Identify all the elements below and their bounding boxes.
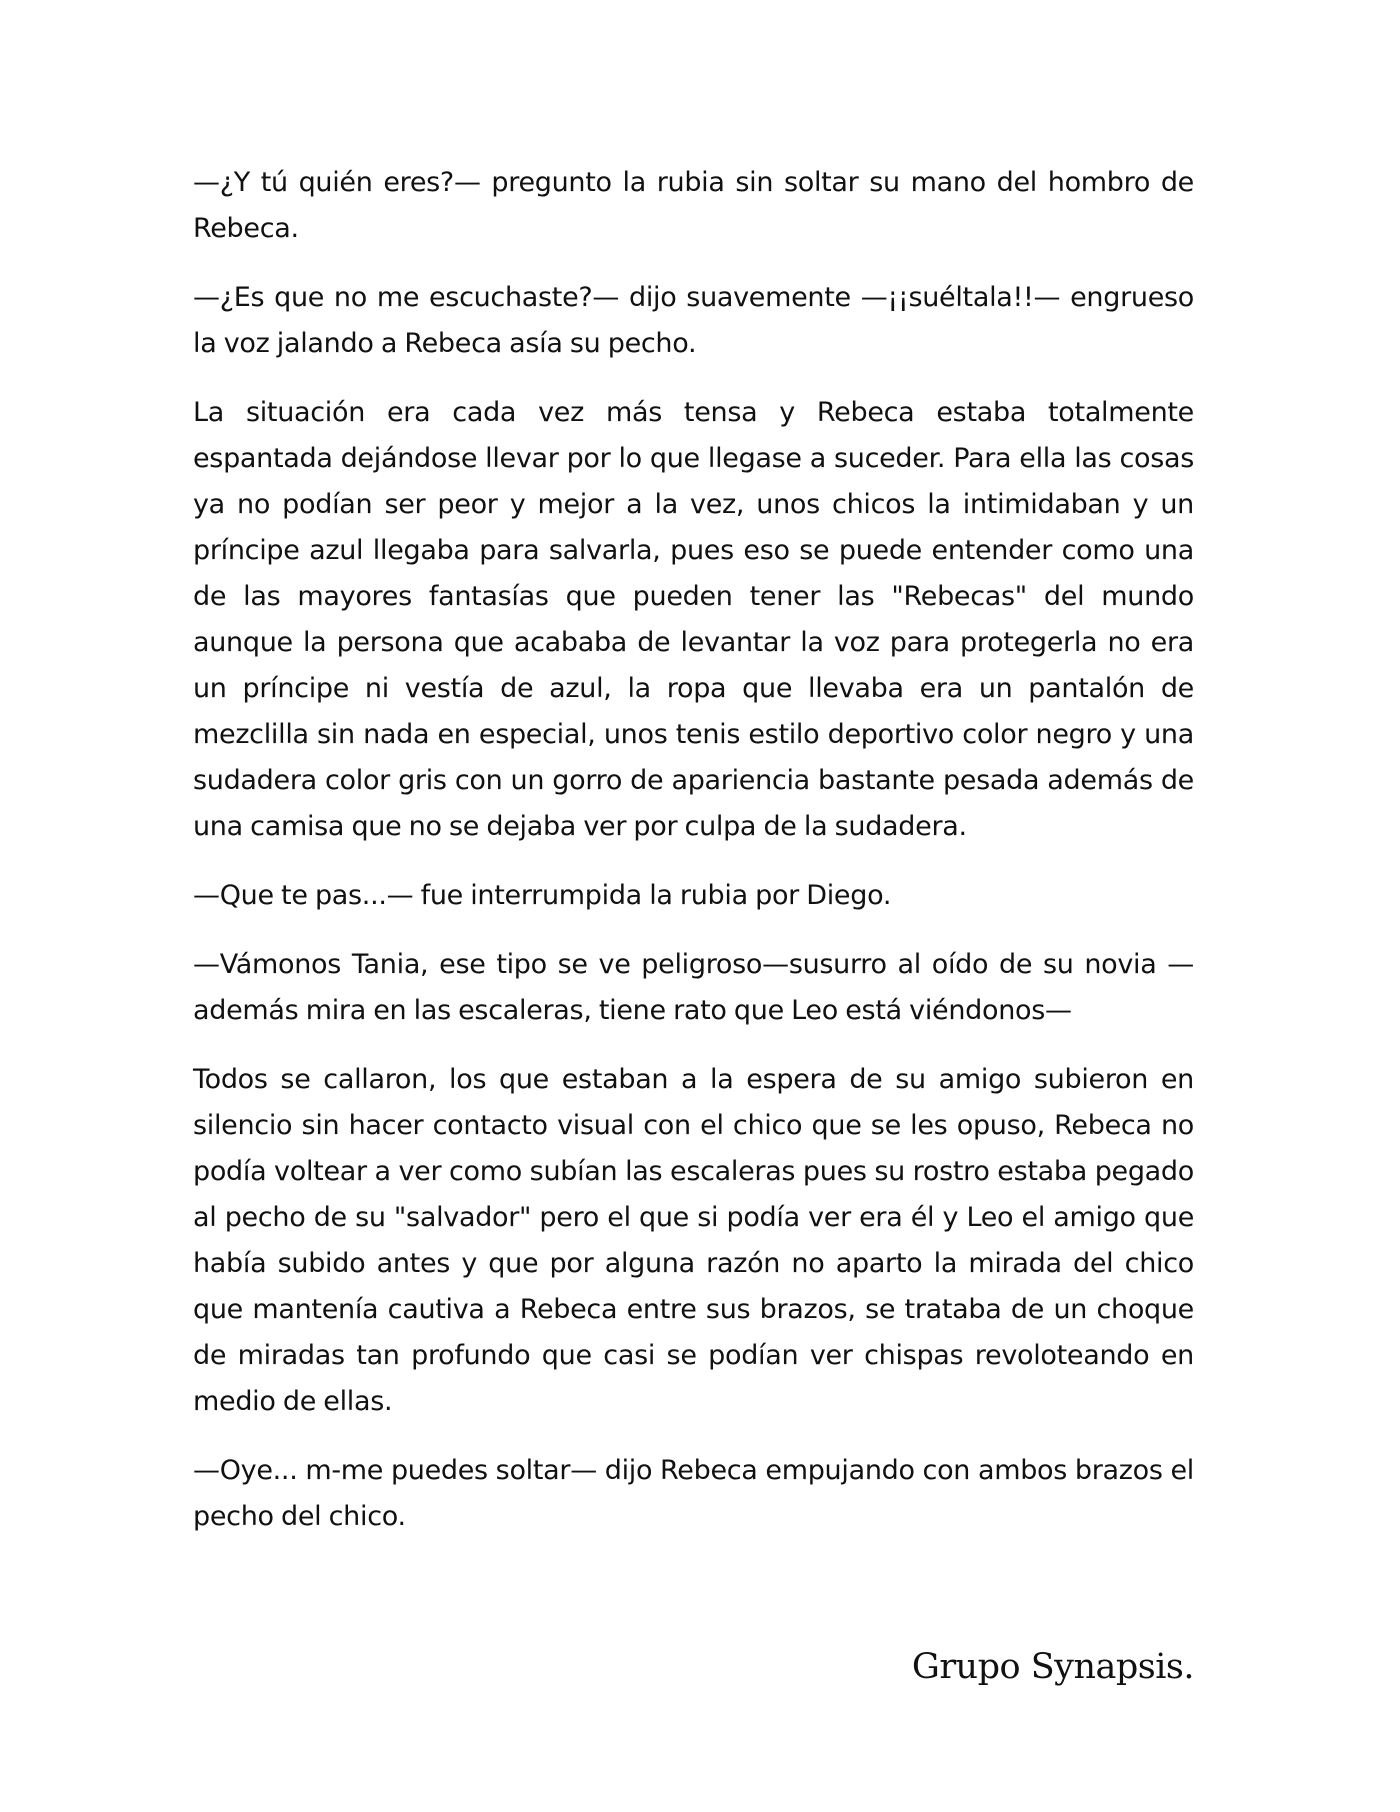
paragraph-5: —Vámonos Tania, ese tipo se ve peligroso—susurro al oído de su novia — además mira en las escaleras, tiene rato que Leo está viéndonos— <box>193 949 1194 1026</box>
paragraph-2: —¿Es que no me escuchaste?— dijo suavemente —¡¡suéltala!!— engrueso la voz jalando a Rebeca asía su pecho. <box>193 282 1194 359</box>
paragraph-3: La situación era cada vez más tensa y Rebeca estaba totalmente espantada dejándose llevar por lo que llegase a suceder. Para ella las cosas ya no podían ser peor y mejor a la vez, unos chicos la intimidaban y un príncipe azul llegaba para salvarla, pues eso se puede entender como una de las mayores fantasías que pueden tener las "Rebecas" del mundo aunque la persona que acababa de levantar la voz para protegerla no era un príncipe ni vestía de azul, la ropa que llevaba era un pantalón de mezclilla sin nada en especial, unos tenis estilo deportivo color negro y una sudadera color gris con un gorro de apariencia bastante pesada además de una camisa que no se dejaba ver por culpa de la sudadera. <box>193 397 1194 842</box>
paragraph-6: Todos se callaron, los que estaban a la espera de su amigo subieron en silencio sin hacer contacto visual con el chico que se les opuso, Rebeca no podía voltear a ver como subían las escaleras pues su rostro estaba pegado al pecho de su "salvador" pero el que si podía ver era él y Leo el amigo que había subido antes y que por alguna razón no aparto la mirada del chico que mantenía cautiva a Rebeca entre sus brazos, se trataba de un choque de miradas tan profundo que casi se podían ver chispas revoloteando en medio de ellas. <box>193 1064 1194 1417</box>
paragraph-7: —Oye... m-me puedes soltar— dijo Rebeca empujando con ambos brazos el pecho del chico. <box>193 1455 1194 1532</box>
paragraph-1: —¿Y tú quién eres?— pregunto la rubia sin soltar su mano del hombro de Rebeca. <box>193 167 1194 244</box>
paragraph-4: —Que te pas...— fue interrumpida la rubia por Diego. <box>193 880 892 911</box>
signature: Grupo Synapsis. <box>911 1647 1194 1687</box>
body-text <box>193 160 1194 1563</box>
